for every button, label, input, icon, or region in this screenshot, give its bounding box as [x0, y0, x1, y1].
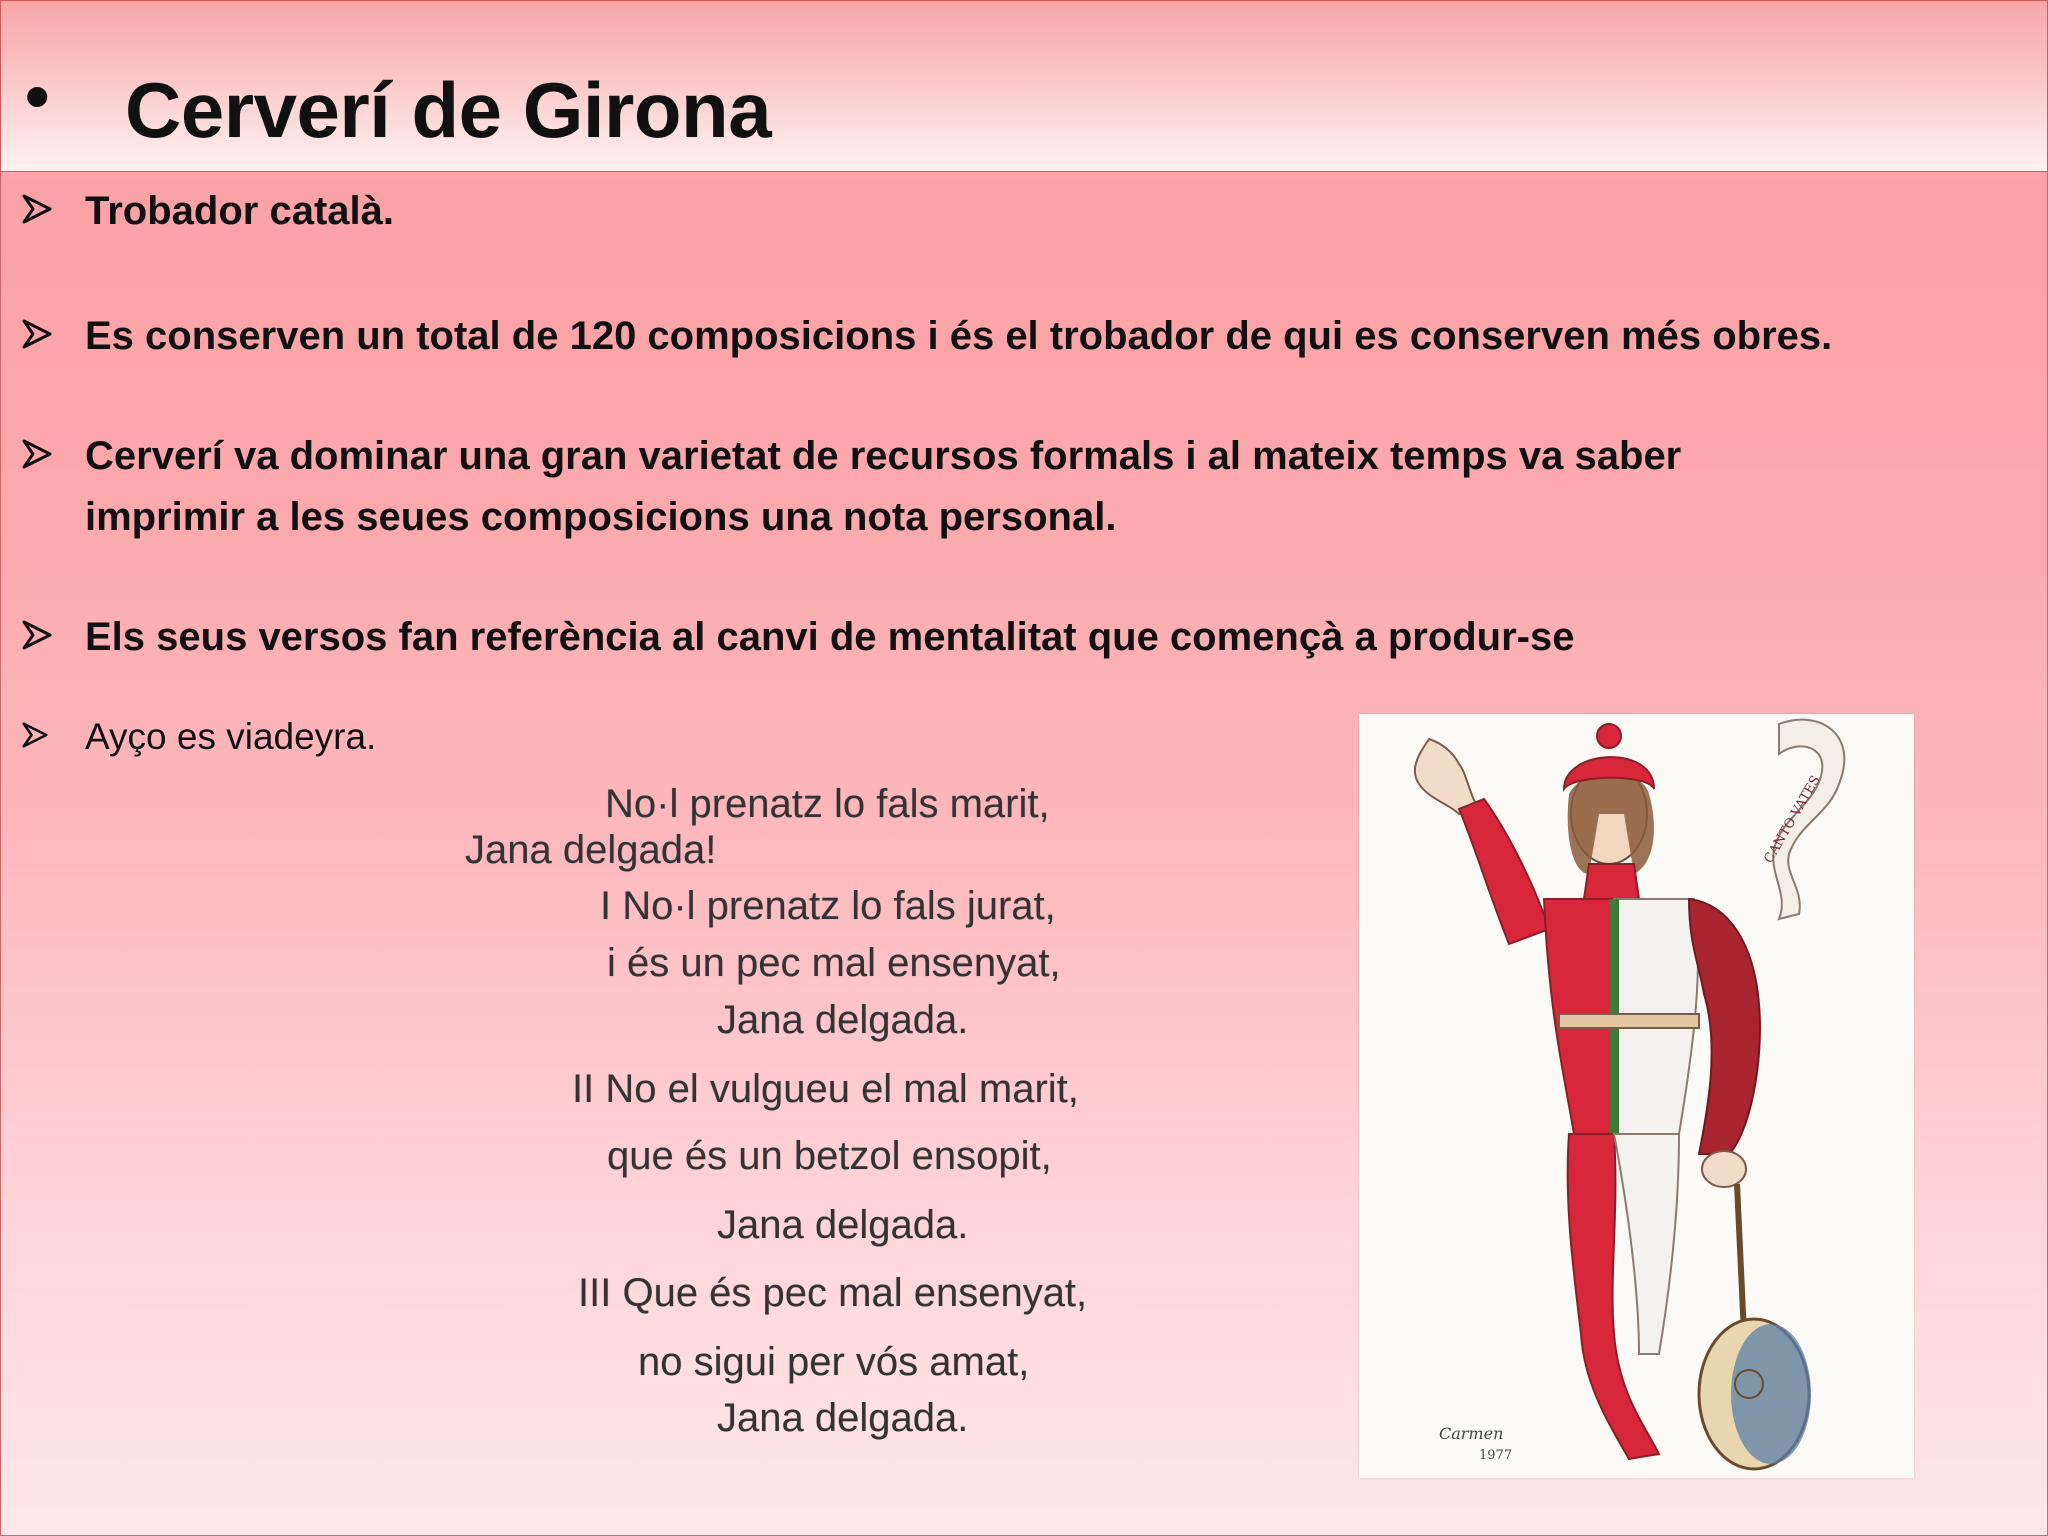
poem-line: II No el vulgueu el mal marit,	[572, 1067, 1079, 1111]
troubadour-illustration	[1359, 714, 1914, 1478]
bullet-text: Es conserven un total de 120 composicions i és el trobador de qui es conserven més obres.	[85, 314, 1833, 358]
signature-year: 1977	[1479, 1448, 1513, 1463]
poem-line: III Que és pec mal ensenyat,	[578, 1271, 1088, 1315]
arrow-bullet-icon	[22, 194, 52, 224]
arrow-bullet-icon	[22, 620, 52, 650]
troubadour-drawing	[1359, 714, 1914, 1478]
poem-line: i és un pec mal ensenyat,	[607, 941, 1061, 985]
bullet-text: Ayço es viadeyra.	[85, 716, 377, 757]
poem-line: I No·l prenatz lo fals jurat,	[600, 884, 1056, 928]
arrow-bullet-icon	[22, 319, 52, 349]
poem-line: Jana delgada!	[465, 828, 717, 872]
bullet-text: Trobador català.	[85, 189, 394, 233]
banner-text: CANTO VATES	[1761, 773, 1824, 866]
poem-line: Jana delgada.	[717, 998, 969, 1042]
arrow-bullet-icon	[22, 439, 52, 469]
poem-line: No·l prenatz lo fals marit,	[605, 782, 1050, 826]
arrow-bullet-icon	[22, 722, 48, 748]
bullet-text-line-1: Cerverí va dominar una gran varietat de recursos formals i al mateix temps va saber	[85, 434, 1682, 478]
poem-line: Jana delgada.	[717, 1396, 969, 1440]
slide-title: Cerverí de Girona	[125, 66, 772, 154]
poem-line: Jana delgada.	[717, 1203, 969, 1247]
poem-line: no sigui per vós amat,	[638, 1340, 1030, 1384]
signature: Carmen	[1439, 1424, 1504, 1443]
bullet-text: Els seus versos fan referència al canvi de mentalitat que començà a produr-se	[85, 615, 1575, 659]
poem-line: que és un betzol ensopit,	[607, 1134, 1052, 1178]
title-bar	[0, 0, 2048, 172]
title-bullet: •	[25, 57, 50, 135]
bullet-text-line-2: imprimir a les seues composicions una nota personal.	[85, 495, 1117, 539]
